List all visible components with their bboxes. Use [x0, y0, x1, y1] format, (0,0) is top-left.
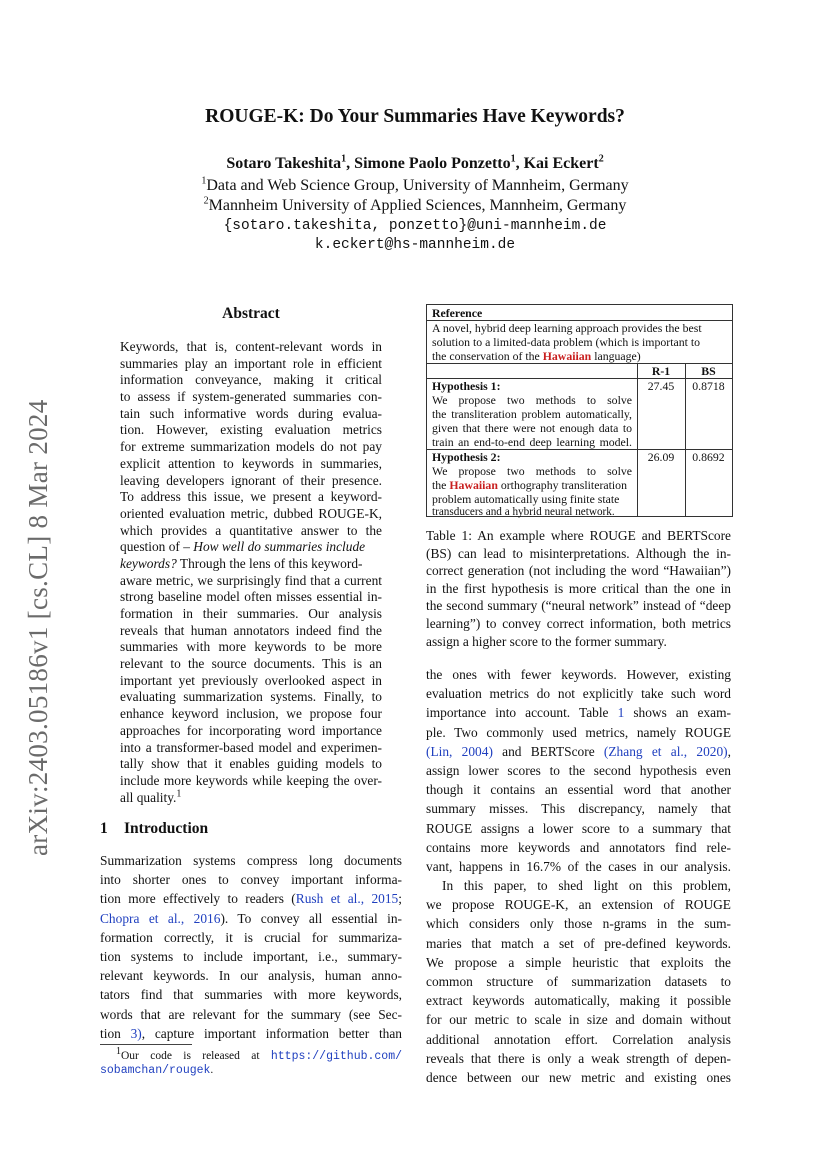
abstract-line: important yet previously overlooked aspect in: [120, 672, 382, 688]
hypothesis-1-label: Hypothesis 1:: [432, 379, 501, 393]
citation-link[interactable]: Rush et al., 2015: [295, 891, 399, 907]
author-name: Sotaro Takeshita: [226, 155, 342, 172]
hypothesis-1-text: We propose two methods to solve: [432, 393, 632, 407]
abstract-line: summaries with more keywords to be more: [120, 639, 382, 655]
keyword-highlight: Hawaiian: [542, 349, 592, 363]
abstract-line: [120, 556, 382, 573]
abstract-line: for extreme summarization models do not pay: [120, 439, 382, 455]
body-text: , capture important information better than: [141, 1025, 402, 1041]
body-text: tion: [100, 1025, 131, 1041]
table-caption: [426, 527, 731, 650]
author-affil-mark: 1: [510, 153, 516, 165]
body-text: ). To convey all essential in-: [220, 910, 402, 926]
caption-line: in the first hypothesis is more critical than the one in: [426, 580, 731, 596]
body-line: for our metric to scale in size and domain without: [426, 1012, 731, 1028]
caption-line: assign a higher score to the former summary.: [426, 633, 667, 649]
abstract-line: [120, 539, 382, 556]
body-line: dence between our new metric and existing ones: [426, 1069, 731, 1085]
body-line: [426, 703, 731, 722]
abstract-text: Through the lens of this keyword-: [176, 555, 363, 571]
footnote-marker[interactable]: 1: [176, 788, 182, 800]
caption-line: correct generation (not including the word “Hawaiian”): [426, 563, 731, 579]
body-line: words that are relevant for the summary (see Sec-: [100, 1006, 402, 1022]
footnote-line: [100, 1063, 402, 1077]
citation-link[interactable]: (Lin, 2004): [426, 743, 493, 759]
footnote-divider: [100, 1044, 192, 1045]
body-line: formation correctly, it is crucial for summariza-: [100, 929, 402, 945]
footnote-mark: 1: [116, 1046, 121, 1058]
body-line: tators find that summaries with more keywords,: [100, 987, 402, 1003]
hypothesis-1-text: the transliteration problem automatically,: [432, 407, 632, 421]
abstract-line: tain such informative words during evalua-: [120, 405, 382, 421]
body-text: and BERTScore: [492, 743, 604, 759]
body-line: [426, 742, 731, 761]
affiliation-1: [100, 177, 730, 195]
abstract-line: [120, 790, 382, 807]
column-header-r1: R-1: [651, 364, 671, 378]
body-line: Summarization systems compress long documents: [100, 853, 402, 868]
affil-mark: 1: [201, 175, 207, 187]
abstract-line: approaches for incorporating word importance: [120, 722, 382, 738]
abstract-line: leaving developers ignorant of their presence.: [120, 472, 382, 488]
abstract-line: formation in their summaries. Our analysis: [120, 606, 382, 621]
body-line: additional annotation effort. Correlation analysis: [426, 1031, 731, 1047]
hypothesis-1-r1: 27.45: [647, 379, 675, 393]
abstract-line: oriented evaluation metric, dubbed ROUGE-K,: [120, 505, 382, 521]
footnote-text: Our code is released at: [121, 1050, 260, 1062]
abstract-line: tally show that it enables guiding models to: [120, 756, 382, 772]
hypothesis-1-text: given that there were not enough data to: [432, 421, 632, 435]
body-line: tion more effectively to readers (Rush et al., 2015;: [100, 891, 402, 907]
body-text: importance into account. Table: [426, 705, 618, 721]
body-line: evaluation metrics do not explicitly take such word: [426, 686, 731, 702]
table-reference-link[interactable]: 1: [617, 705, 625, 721]
affil-mark: 2: [203, 195, 209, 207]
affiliation-2: [100, 197, 730, 215]
author-affil-mark: 1: [341, 153, 347, 165]
table-reference-text: A novel, hybrid deep learning approach provides the best: [432, 321, 702, 335]
body-line: ple. Two commonly used metrics, namely ROUGE: [426, 724, 731, 740]
footnote: [100, 1046, 402, 1077]
intro-right-column: [426, 665, 731, 1087]
arxiv-identifier-stamp: arXiv:2403.05186v1 [cs.CL] 8 Mar 2024: [23, 399, 53, 856]
column-header-bs: BS: [701, 364, 716, 378]
abstract-line: reveals that human annotators indeed find the: [120, 622, 382, 638]
abstract-heading: Abstract: [222, 305, 280, 322]
abstract-line: relevant to the source documents. This is an: [120, 656, 382, 672]
table-text: language): [591, 349, 641, 363]
table-reference-text: [432, 349, 641, 363]
body-text: tion more effectively to readers (: [100, 891, 296, 907]
hypothesis-2-label: Hypothesis 2:: [432, 450, 501, 464]
body-line: tion systems to include important, i.e., summary-: [100, 948, 402, 964]
body-line: maries that match a set of pre-defined keywords.: [426, 935, 731, 951]
abstract-line: into a transformer-based model and experimen-: [120, 739, 382, 755]
abstract-question-italic: How well do summaries include: [193, 539, 366, 555]
abstract-line: explicit attention to keywords in summaries,: [120, 455, 382, 471]
body-line: which considers only those n-grams in the sum-: [426, 916, 731, 932]
caption-line: the second summary (“neural network” instead of “deep: [426, 598, 731, 614]
citation-link[interactable]: Chopra et al., 2016: [100, 910, 221, 926]
body-line: [100, 909, 402, 928]
hypothesis-2-text: transducers and a hybrid neural network.: [432, 506, 615, 518]
caption-line: learning”) to convey correct information, both metrics: [426, 615, 731, 631]
hypothesis-2-text: We propose two methods to solve: [432, 464, 632, 478]
body-text: ,: [727, 743, 731, 759]
caption-line: Table 1: An example where ROUGE and BERTScore: [426, 528, 731, 543]
abstract-question-italic: keywords?: [120, 555, 177, 571]
affil-text: Data and Web Science Group, University of Mannheim, Germany: [206, 177, 629, 194]
section-number: 1: [100, 820, 108, 837]
section-reference-link[interactable]: 3): [130, 1025, 142, 1041]
citation-link[interactable]: (Zhang et al., 2020): [603, 743, 728, 759]
abstract-text: all quality.: [120, 789, 177, 805]
section-heading-introduction: [100, 820, 208, 838]
hypothesis-2-text: problem automatically using finite state: [432, 492, 620, 506]
abstract-line: include more keywords while keeping the over-: [120, 772, 382, 788]
abstract-line: which provides a quantitative answer to the: [120, 522, 382, 538]
hypothesis-2-r1: 26.09: [647, 450, 675, 464]
body-line: vant, happens in 16.7% of the cases in our analysis.: [426, 858, 731, 874]
body-line: common structure of summarization datasets to: [426, 974, 731, 989]
author-affil-mark: 2: [598, 153, 604, 165]
hypothesis-1-bs: 0.8718: [692, 379, 725, 393]
code-url-link[interactable]: https://github.com/: [270, 1050, 402, 1063]
body-line: we propose ROUGE-K, an extension of ROUGE: [426, 897, 731, 913]
intro-left-column: [100, 851, 402, 1043]
abstract-body: [120, 339, 382, 806]
footnote-text: .: [210, 1064, 214, 1076]
example-table: [426, 304, 733, 517]
abstract-line: enhance keyword inclusion, we propose four: [120, 706, 382, 722]
abstract-line: Keywords, that is, content-relevant words in: [120, 339, 382, 354]
affil-text: Mannheim University of Applied Sciences, Mannheim, Germany: [208, 197, 627, 214]
footnote-line: [100, 1046, 402, 1063]
author-name: Kai Eckert: [523, 155, 599, 172]
author-name: Simone Paolo Ponzetto: [354, 155, 511, 172]
table-reference-label: Reference: [432, 306, 483, 320]
body-line: extract keywords automatically, making it possible: [426, 993, 731, 1009]
abstract-text: question of –: [120, 539, 190, 555]
body-line: [100, 1024, 402, 1043]
abstract-line: aware metric, we surprisingly find that a current: [120, 572, 382, 588]
abstract-line: information conveyance, making it critical: [120, 372, 382, 388]
table-text: the conservation of the: [432, 349, 543, 363]
abstract-line: evaluating summarization systems. Finally, to: [120, 689, 382, 705]
body-line: the ones with fewer keywords. However, existing: [426, 667, 731, 682]
email-line-1: {sotaro.takeshita, ponzetto}@uni-mannheim.de: [223, 218, 607, 234]
hypothesis-1-text: train an end-to-end deep learning model.: [432, 435, 632, 449]
section-title: Introduction: [124, 820, 209, 837]
table-text: orthography transliteration: [497, 478, 627, 492]
body-line: In this paper, to shed light on this problem,: [442, 878, 731, 894]
table-reference-text: solution to a limited-data problem (which is important to: [432, 335, 701, 349]
body-line: relevant keywords. In our analysis, human anno-: [100, 968, 402, 984]
abstract-line: to assess if system-generated summaries con-: [120, 389, 382, 405]
body-text: shows an exam-: [624, 705, 731, 721]
keyword-highlight: Hawaiian: [449, 478, 498, 492]
email-line-2: k.eckert@hs-mannheim.de: [314, 237, 516, 253]
body-line: into shorter ones to convey important informa-: [100, 872, 402, 888]
hypothesis-2-text: [432, 478, 627, 492]
code-url-link[interactable]: sobamchan/rougek: [100, 1064, 211, 1077]
body-line: reveals that there is only a weak strength of depen-: [426, 1050, 731, 1066]
table-text: the: [432, 478, 450, 492]
body-line: ROUGE assigns a lower score to a summary that: [426, 820, 731, 836]
abstract-line: summaries play an important role in efficient: [120, 355, 382, 371]
abstract-line: To address this issue, we present a keyword-: [120, 489, 382, 505]
abstract-line: strong baseline model often misses essential in-: [120, 589, 382, 605]
paper-title: ROUGE-K: Do Your Summaries Have Keywords?: [205, 106, 625, 127]
abstract-line: tion. However, existing evaluation metrics: [120, 422, 382, 438]
body-line: though it contains an essential word that another: [426, 782, 731, 798]
caption-line: (BS) can lead to misinterpretations. Although the in-: [426, 545, 731, 561]
body-line: We propose a simple heuristic that exploits the: [426, 954, 731, 970]
body-line: summary misses. This discrepancy, namely that: [426, 801, 731, 817]
body-line: contains more keywords and annotators find rele-: [426, 839, 731, 855]
hypothesis-2-bs: 0.8692: [692, 450, 725, 464]
author-list: Sotaro Takeshita$^1$, Simone Paolo Ponzetto$^1$, Kai Eckert$^2$: [226, 153, 604, 172]
body-line: assign lower scores to the second hypothesis even: [426, 762, 731, 778]
